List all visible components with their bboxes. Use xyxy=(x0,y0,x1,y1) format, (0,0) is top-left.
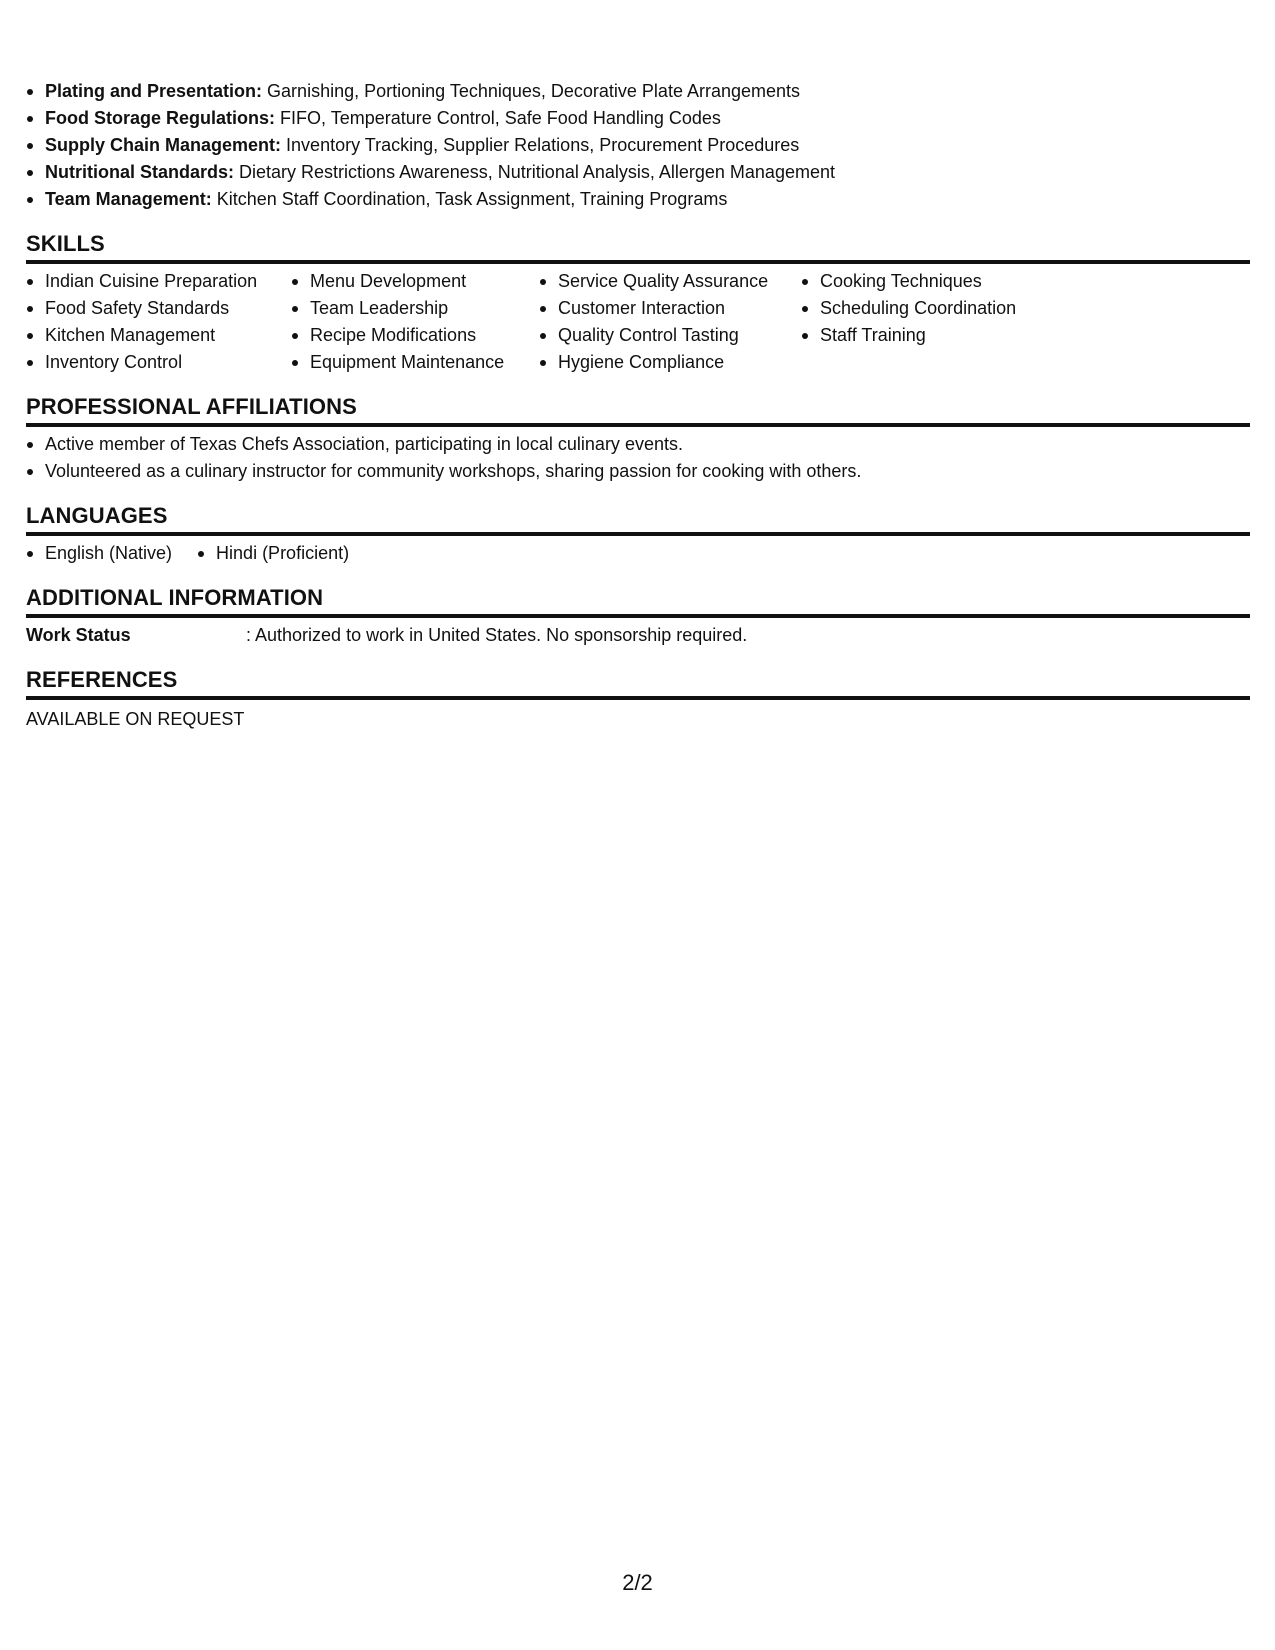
skill-item: Kitchen Management xyxy=(26,322,291,349)
list-item: Active member of Texas Chefs Association, participating in local culinary events. xyxy=(26,431,1250,458)
skill-item: Scheduling Coordination xyxy=(801,295,1061,322)
competency-label: Plating and Presentation: xyxy=(45,81,263,101)
skill-item: Quality Control Tasting xyxy=(539,322,801,349)
additional-info-heading: ADDITIONAL INFORMATION xyxy=(26,583,1250,618)
languages-list xyxy=(26,540,1250,567)
resume-page xyxy=(26,78,1250,733)
skill-item: Team Leadership xyxy=(291,295,539,322)
skills-heading: SKILLS xyxy=(26,229,1250,264)
skills-grid xyxy=(26,268,1250,376)
skill-item: Recipe Modifications xyxy=(291,322,539,349)
references-text: AVAILABLE ON REQUEST xyxy=(26,709,245,729)
skill-item: Hygiene Compliance xyxy=(539,349,801,376)
skills-column xyxy=(26,268,291,376)
list-item xyxy=(26,105,1250,132)
skill-item: Staff Training xyxy=(801,322,1061,349)
work-status-label: Work Status xyxy=(26,625,131,645)
skills-column xyxy=(539,268,801,376)
competency-label: Nutritional Standards: xyxy=(45,162,235,182)
affiliations-heading: PROFESSIONAL AFFILIATIONS xyxy=(26,392,1250,427)
affiliations-list xyxy=(26,431,1250,485)
work-status-value: : Authorized to work in United States. No sponsorship required. xyxy=(246,625,748,645)
language-item: English (Native) xyxy=(26,540,172,567)
competency-text: Garnishing, Portioning Techniques, Decorative Plate Arrangements xyxy=(267,81,801,101)
list-item xyxy=(26,132,1250,159)
list-item: Volunteered as a culinary instructor for community workshops, sharing passion for cooking with others. xyxy=(26,458,1250,485)
skill-item: Food Safety Standards xyxy=(26,295,291,322)
page-number: 2/2 xyxy=(622,1570,653,1595)
skill-item: Equipment Maintenance xyxy=(291,349,539,376)
skill-item: Cooking Techniques xyxy=(801,268,1061,295)
language-item: Hindi (Proficient) xyxy=(197,540,349,567)
competency-text: Inventory Tracking, Supplier Relations, Procurement Procedures xyxy=(286,135,800,155)
languages-heading: LANGUAGES xyxy=(26,501,1250,536)
competency-label: Food Storage Regulations: xyxy=(45,108,276,128)
skill-item: Indian Cuisine Preparation xyxy=(26,268,291,295)
list-item xyxy=(26,78,1250,105)
list-item xyxy=(26,159,1250,186)
competency-text: Kitchen Staff Coordination, Task Assignment, Training Programs xyxy=(216,189,728,209)
competency-text: FIFO, Temperature Control, Safe Food Handling Codes xyxy=(280,108,721,128)
work-status-row xyxy=(26,622,1250,649)
skill-item: Customer Interaction xyxy=(539,295,801,322)
competencies-list xyxy=(26,78,1250,213)
skills-column xyxy=(291,268,539,376)
competency-text: Dietary Restrictions Awareness, Nutritional Analysis, Allergen Management xyxy=(239,162,835,182)
skill-item: Service Quality Assurance xyxy=(539,268,801,295)
competency-label: Supply Chain Management: xyxy=(45,135,282,155)
skills-column xyxy=(801,268,1061,376)
competency-label: Team Management: xyxy=(45,189,212,209)
skill-item: Menu Development xyxy=(291,268,539,295)
skill-item: Inventory Control xyxy=(26,349,291,376)
references-heading: REFERENCES xyxy=(26,665,1250,700)
list-item xyxy=(26,186,1250,213)
